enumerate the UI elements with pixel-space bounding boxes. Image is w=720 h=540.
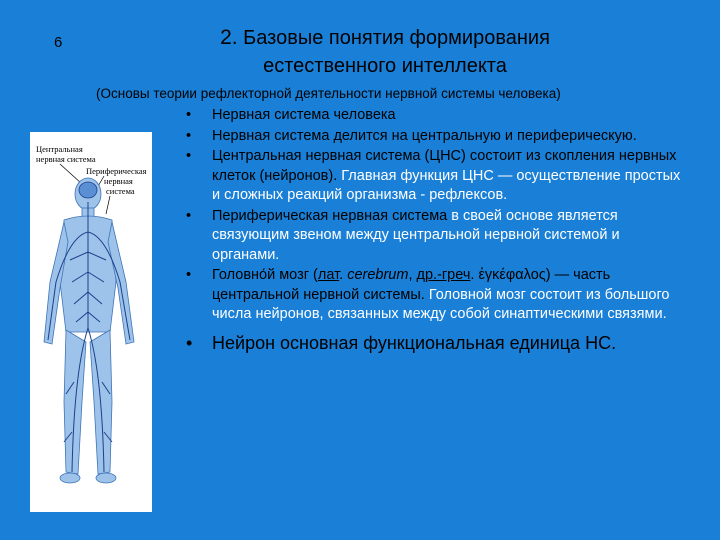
cerebrum-term: cerebrum (347, 267, 409, 283)
bullet-3-text-a: Центральная нервная система (ЦНС) состоит из скопления нервных клеток (нейронов). (212, 148, 677, 184)
bullet-4-text-b: в своей основе является связующим звеном между центральной нервной системой и органами. (212, 207, 620, 263)
title-number: 2. (220, 26, 238, 49)
bullet-5-text-c: Головной мозг состоит из большого числа нейронов, связанных между собой синаптическими связями. (212, 286, 670, 322)
greek-link[interactable]: др.-греч (416, 267, 471, 283)
slide-subtitle: (Основы теории рефлекторной деятельности нервной системы человека) (96, 86, 561, 101)
label-cns-2: нервная система (36, 154, 96, 164)
bullet-4 (186, 207, 686, 266)
label-pns-2: нервная (104, 176, 133, 186)
bullet-5-text-a: Головно́й мозг ( (212, 267, 318, 283)
slide-number: 6 (54, 34, 63, 51)
bullet-5 (186, 266, 686, 325)
bullet-list (186, 106, 686, 357)
greek-term: ἐγκέφαλος) (478, 267, 551, 283)
bullet-5-dot-2: . (470, 267, 479, 283)
slide-title (150, 24, 620, 80)
bullet-6 (186, 331, 686, 356)
bullet-2-text: Нервная система делится на центральную и периферическую. (212, 127, 637, 144)
bullet-5-text-b: — часть центральной нервной системы. (212, 267, 611, 303)
bullet-6-text: Нейрон основная функциональная единица НС. (212, 332, 617, 353)
bullet-5-dot-1: . (339, 267, 348, 283)
title-line-2: естественного интеллекта (263, 55, 507, 77)
bullet-3-text-b: Главная функция ЦНС — осуществление простых и сложных реакций организма - рефлексов. (212, 167, 681, 203)
bullet-4-text-a: Периферическая нервная система (212, 207, 452, 224)
label-pns-3: система (106, 186, 135, 196)
nervous-system-illustration (30, 132, 152, 512)
brain-shape (79, 182, 97, 198)
latin-link[interactable]: лат (317, 267, 340, 283)
bullet-3 (186, 147, 686, 206)
label-pns-1: Периферическая (86, 166, 147, 176)
title-line-1: Базовые понятия формирования (243, 27, 550, 49)
bullet-2 (186, 127, 686, 147)
bullet-1 (186, 106, 686, 126)
bullet-5-comma: , (408, 267, 417, 283)
bullet-1-text: Нервная система человека (212, 107, 396, 123)
nervous-system-figure (30, 132, 152, 512)
label-cns-1: Центральная (36, 144, 83, 154)
